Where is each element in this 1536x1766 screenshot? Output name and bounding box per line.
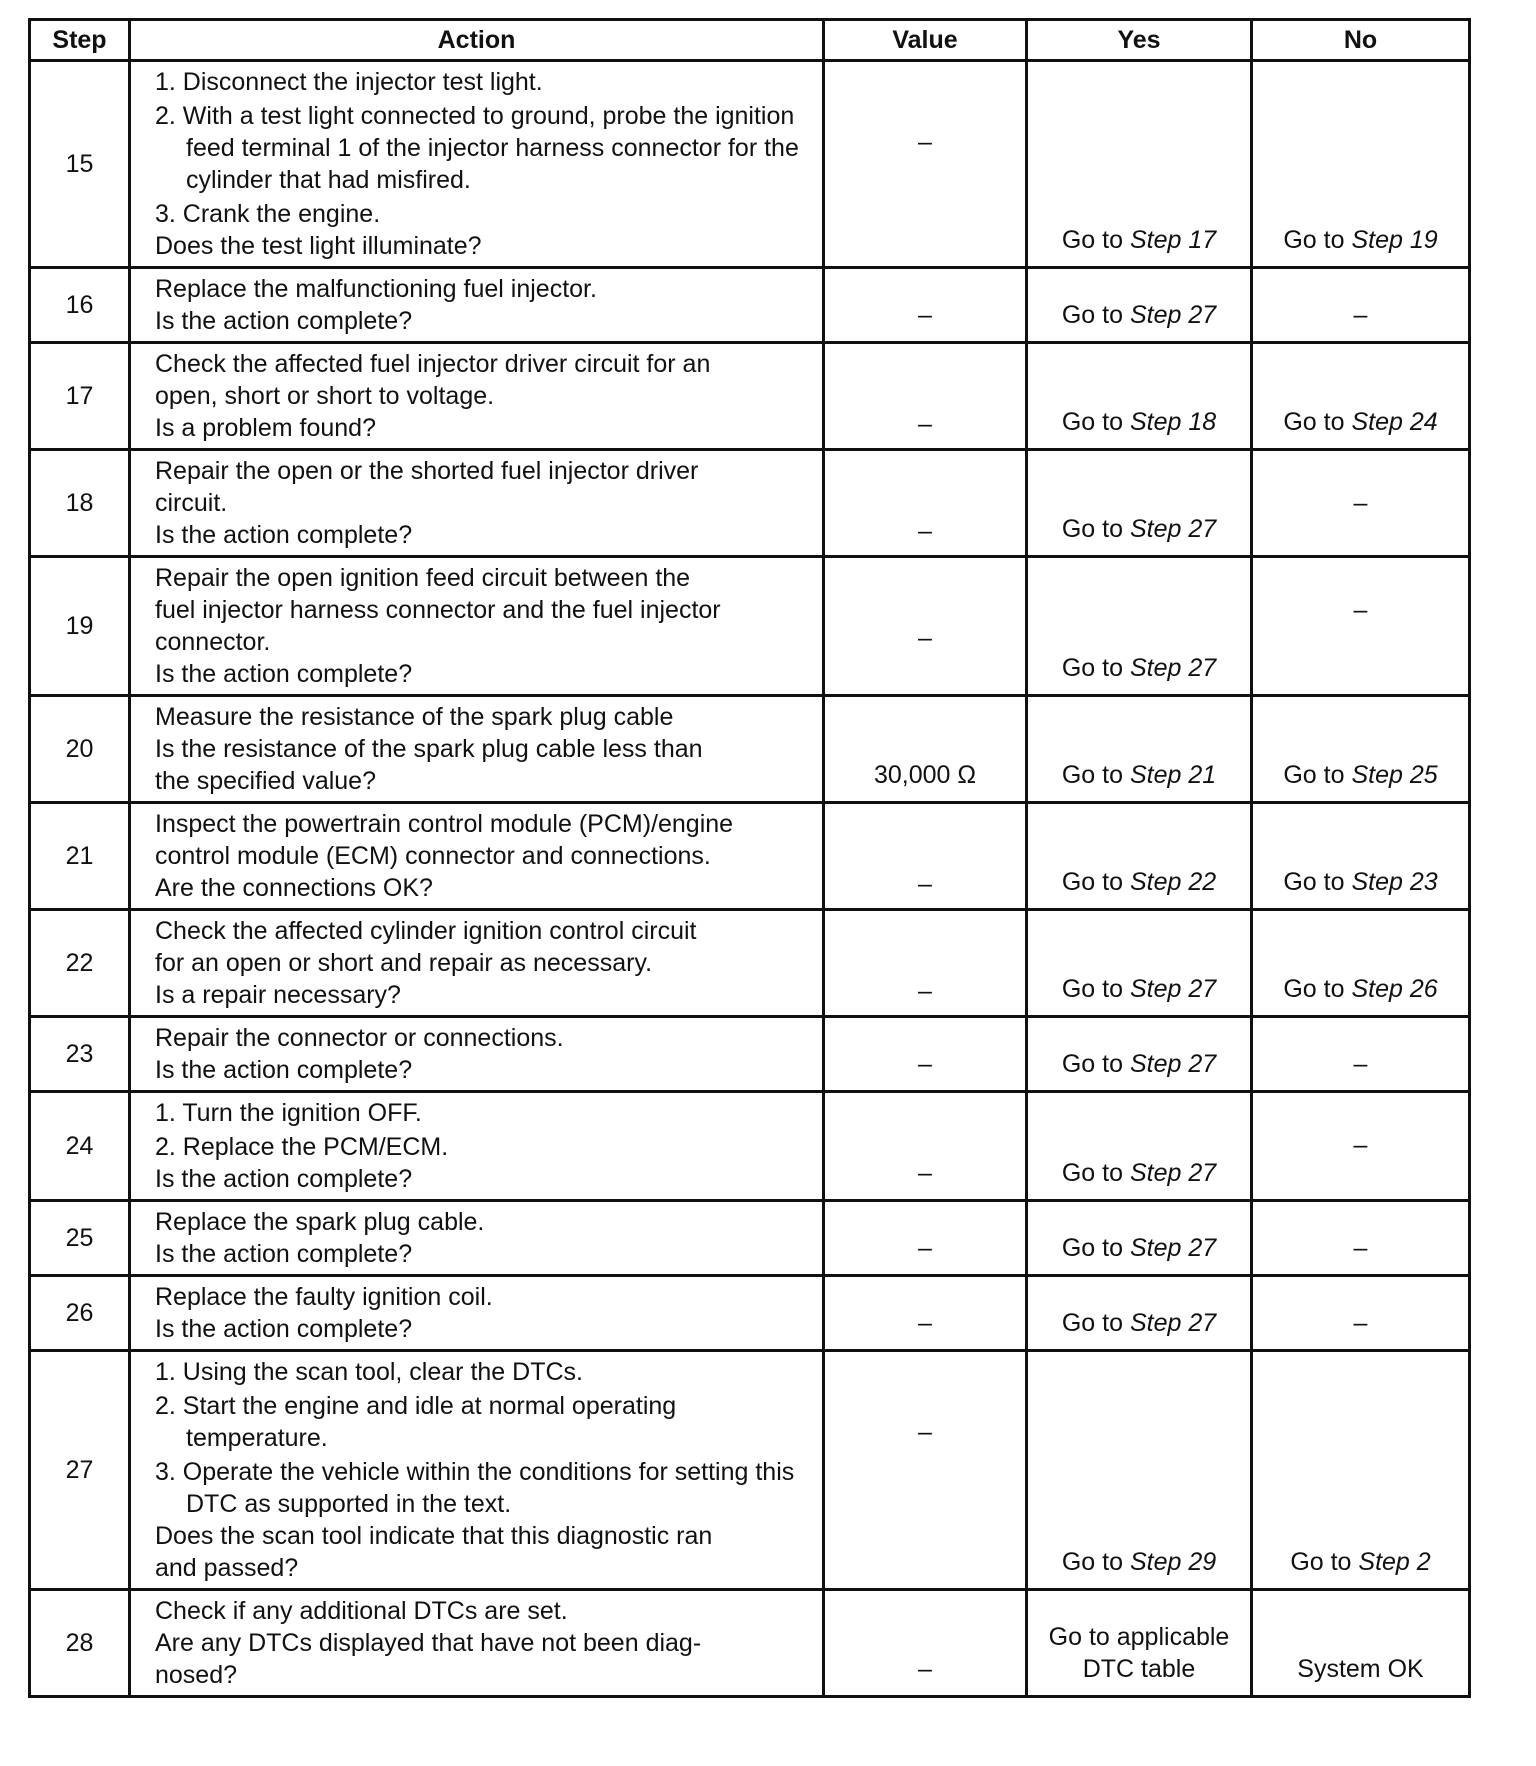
no-text: – [1353,1234,1368,1262]
action-text: Is the action complete? [155,1165,413,1193]
yes-text: DTC table [1082,1655,1196,1683]
value-cell: 30,000 Ω [824,696,1027,803]
no-prefix: Go to [1283,975,1352,1003]
step-number: 17 [30,343,130,450]
yes-prefix: Go to [1061,761,1130,789]
action-text: Is a problem found? [155,414,376,442]
action-text: the specified value? [155,767,376,795]
action-text: and passed? [155,1554,299,1582]
step-number: 24 [30,1092,130,1201]
yes-step-link: Step 22 [1129,868,1217,896]
value-cell: – [824,1017,1027,1092]
yes-cell [1027,268,1252,343]
no-text: System OK [1297,1655,1424,1683]
action-text: control module (ECM) connector and connections. [155,842,711,870]
yes-cell [1027,1590,1252,1697]
action-text: Does the test light illuminate? [155,232,482,260]
yes-prefix: Go to [1061,301,1130,329]
header-step: Step [30,20,130,61]
yes-prefix: Go to [1061,975,1130,1003]
action-item: 1. Disconnect the injector test light. [155,68,543,96]
no-cell [1252,1276,1470,1351]
table-row [30,910,1470,1017]
value-cell: – [824,557,1027,696]
step-number: 23 [30,1017,130,1092]
no-cell [1252,1201,1470,1276]
action-text: Repair the open or the shorted fuel injector driver [155,457,699,485]
action-text: Replace the faulty ignition coil. [155,1283,493,1311]
header-value: Value [824,20,1027,61]
no-text: – [1353,1050,1368,1078]
action-cell [130,557,824,696]
value-cell: – [824,61,1027,268]
action-cell [130,1092,824,1201]
action-text: Check the affected fuel injector driver circuit for an [155,350,711,378]
value-cell: – [824,268,1027,343]
action-text: nosed? [155,1661,238,1689]
yes-cell [1027,1017,1252,1092]
action-cell [130,803,824,910]
no-step-link: Step 2 [1358,1548,1431,1576]
table-row [30,696,1470,803]
yes-step-link: Step 27 [1129,301,1217,329]
no-cell [1252,450,1470,557]
header-yes: Yes [1027,20,1252,61]
action-cell [130,61,824,268]
table-row [30,1092,1470,1201]
action-text: open, short or short to voltage. [155,382,495,410]
yes-prefix: Go to [1061,1050,1130,1078]
yes-prefix: Go to [1061,1548,1130,1576]
value-cell: – [824,1276,1027,1351]
step-number: 18 [30,450,130,557]
no-prefix: Go to [1283,761,1352,789]
action-cell [130,268,824,343]
yes-step-link: Step 27 [1129,1050,1217,1078]
value-cell: – [824,803,1027,910]
table-row [30,803,1470,910]
action-text: circuit. [155,489,228,517]
yes-step-link: Step 21 [1129,761,1217,789]
no-prefix: Go to [1290,1548,1359,1576]
no-cell [1252,1351,1470,1590]
table-row [30,1590,1470,1697]
action-cell [130,1201,824,1276]
no-text: – [1353,1131,1368,1159]
no-prefix: Go to [1283,226,1352,254]
yes-cell [1027,1351,1252,1590]
action-cell [130,1276,824,1351]
yes-cell [1027,61,1252,268]
no-text: – [1353,301,1368,329]
yes-prefix: Go to [1061,515,1130,543]
action-text: Are any DTCs displayed that have not been diag- [155,1629,702,1657]
no-cell [1252,1590,1470,1697]
action-text: Repair the open ignition feed circuit between the [155,564,691,592]
yes-prefix: Go to [1061,1309,1130,1337]
table-row [30,1201,1470,1276]
step-number: 21 [30,803,130,910]
table-row [30,1276,1470,1351]
yes-cell [1027,1276,1252,1351]
action-cell [130,1017,824,1092]
step-number: 25 [30,1201,130,1276]
yes-cell [1027,803,1252,910]
no-prefix: Go to [1283,408,1352,436]
action-cell [130,1590,824,1697]
step-number: 20 [30,696,130,803]
table-body [30,61,1470,1697]
yes-prefix: Go to [1061,1234,1130,1262]
action-item: 2. With a test light connected to ground, probe the ignition feed terminal 1 of the injector harness connector for the cylinder that had misfired. [155,102,799,194]
yes-text: Go to applicable [1048,1623,1230,1651]
yes-cell [1027,1201,1252,1276]
step-number: 27 [30,1351,130,1590]
action-text: Is the action complete? [155,1056,413,1084]
action-cell [130,696,824,803]
table-row [30,557,1470,696]
no-cell [1252,803,1470,910]
action-text: Are the connections OK? [155,874,433,902]
action-text: Is the resistance of the spark plug cable less than [155,735,703,763]
action-cell [130,910,824,1017]
value-cell: – [824,1351,1027,1590]
action-text: Is the action complete? [155,660,413,688]
action-text: Is the action complete? [155,1315,413,1343]
action-cell [130,1351,824,1590]
action-text: Is the action complete? [155,307,413,335]
value-cell: – [824,910,1027,1017]
no-cell [1252,557,1470,696]
yes-cell [1027,910,1252,1017]
no-cell [1252,343,1470,450]
yes-step-link: Step 27 [1129,515,1217,543]
action-item: 1. Turn the ignition OFF. [155,1099,422,1127]
no-cell [1252,1092,1470,1201]
no-step-link: Step 25 [1351,761,1438,789]
action-text: Replace the spark plug cable. [155,1208,485,1236]
table-row [30,61,1470,268]
action-text: fuel injector harness connector and the fuel injector [155,596,721,624]
step-number: 15 [30,61,130,268]
yes-step-link: Step 27 [1129,1309,1217,1337]
yes-step-link: Step 17 [1129,226,1217,254]
no-text: – [1353,489,1368,517]
yes-step-link: Step 27 [1129,975,1217,1003]
no-text: – [1353,1309,1368,1337]
value-cell: – [824,1092,1027,1201]
action-cell [130,343,824,450]
no-cell [1252,268,1470,343]
step-number: 16 [30,268,130,343]
value-cell: – [824,1201,1027,1276]
action-text: Is a repair necessary? [155,981,401,1009]
no-cell [1252,1017,1470,1092]
action-text: Inspect the powertrain control module (PCM)/engine [155,810,734,838]
action-text: Is the action complete? [155,1240,413,1268]
yes-cell [1027,696,1252,803]
diagnostic-table [28,18,1471,1698]
table-row [30,1351,1470,1590]
table-header-row [30,20,1470,61]
table-row [30,268,1470,343]
action-item: 2. Replace the PCM/ECM. [155,1133,449,1161]
action-item: 3. Crank the engine. [155,200,381,228]
step-number: 22 [30,910,130,1017]
table-row [30,450,1470,557]
yes-prefix: Go to [1061,868,1130,896]
yes-step-link: Step 27 [1129,1234,1217,1262]
action-text: Does the scan tool indicate that this diagnostic ran [155,1522,713,1550]
action-text: Check the affected cylinder ignition control circuit [155,917,697,945]
action-text: Repair the connector or connections. [155,1024,564,1052]
yes-prefix: Go to [1061,408,1130,436]
yes-step-link: Step 18 [1129,408,1217,436]
yes-cell [1027,557,1252,696]
no-prefix: Go to [1283,868,1352,896]
table-row [30,1017,1470,1092]
yes-cell [1027,343,1252,450]
no-cell [1252,696,1470,803]
value-cell: – [824,1590,1027,1697]
action-cell [130,450,824,557]
table-row [30,343,1470,450]
header-no: No [1252,20,1470,61]
yes-cell [1027,450,1252,557]
value-cell: – [824,450,1027,557]
yes-prefix: Go to [1061,226,1130,254]
no-step-link: Step 19 [1351,226,1438,254]
step-number: 28 [30,1590,130,1697]
yes-prefix: Go to [1061,654,1130,682]
no-step-link: Step 26 [1351,975,1438,1003]
action-text: connector. [155,628,271,656]
diagnostic-table-container [28,18,1468,1698]
no-step-link: Step 24 [1351,408,1438,436]
yes-prefix: Go to [1061,1159,1130,1187]
yes-step-link: Step 27 [1129,1159,1217,1187]
step-number: 26 [30,1276,130,1351]
yes-step-link: Step 29 [1129,1548,1217,1576]
no-step-link: Step 23 [1351,868,1438,896]
yes-step-link: Step 27 [1129,654,1217,682]
action-text: Replace the malfunctioning fuel injector. [155,275,597,303]
step-number: 19 [30,557,130,696]
action-text: for an open or short and repair as necessary. [155,949,653,977]
value-cell: – [824,343,1027,450]
action-text: Measure the resistance of the spark plug cable [155,703,674,731]
action-item: 2. Start the engine and idle at normal operating temperature. [155,1392,677,1452]
action-item: 3. Operate the vehicle within the conditions for setting this DTC as supported in the text. [155,1458,795,1518]
action-text: Is the action complete? [155,521,413,549]
action-item: 1. Using the scan tool, clear the DTCs. [155,1358,583,1386]
header-action: Action [130,20,824,61]
no-text: – [1353,596,1368,624]
no-cell [1252,910,1470,1017]
no-cell [1252,61,1470,268]
action-text: Check if any additional DTCs are set. [155,1597,568,1625]
yes-cell [1027,1092,1252,1201]
